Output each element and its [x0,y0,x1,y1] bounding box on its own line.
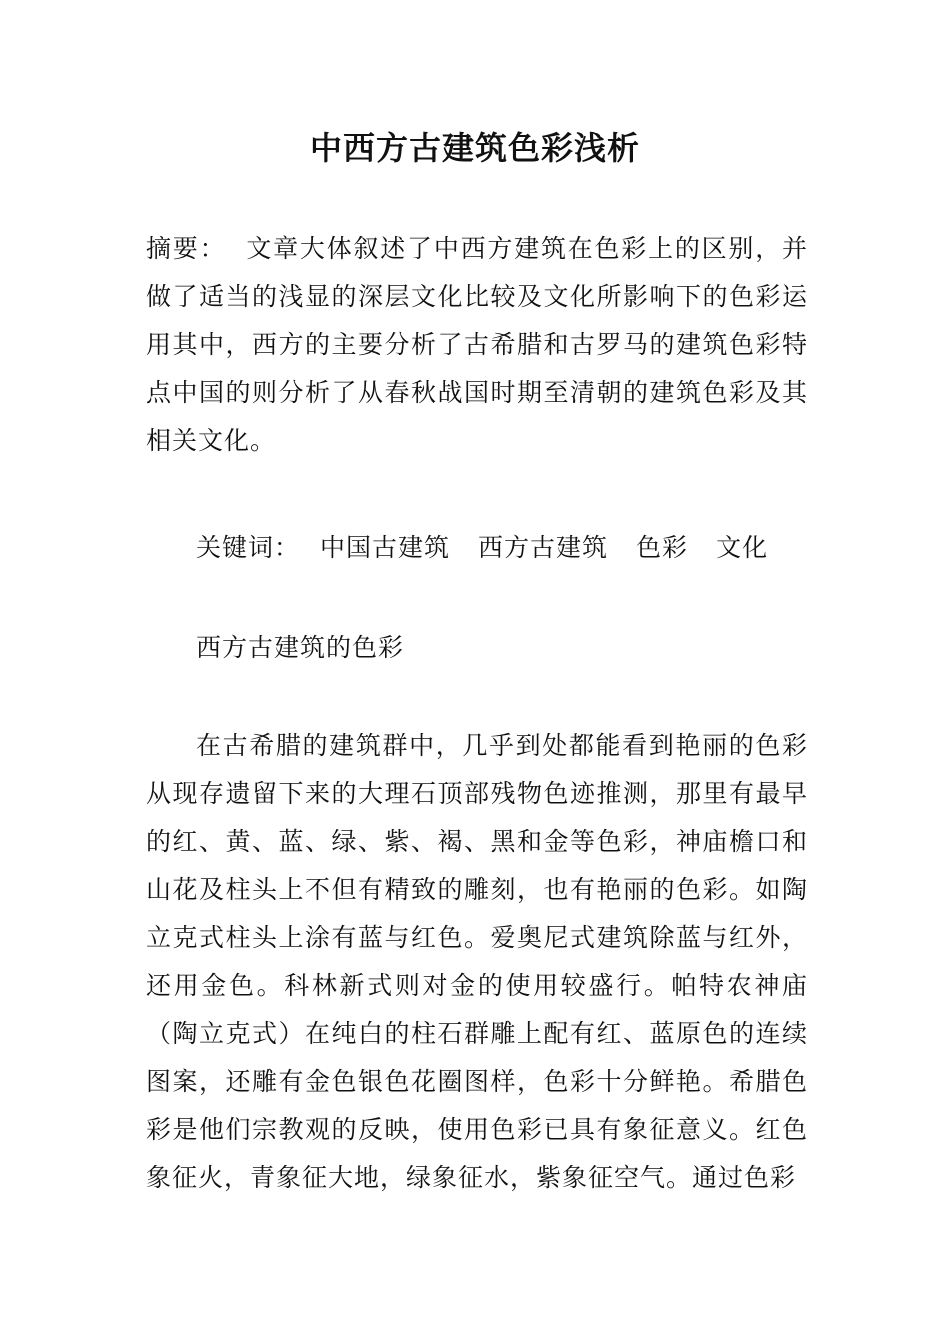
section-heading: 西方古建筑的色彩 [196,633,405,662]
keyword-item: 中国古建筑 [320,533,451,562]
keywords-line [196,524,816,572]
keyword-item: 文化 [716,533,769,562]
keywords-label: 关键词： [196,533,301,562]
keyword-item: 色彩 [636,533,689,562]
body-paragraph: 在古希腊的建筑群中，几乎到处都能看到艳丽的色彩从现存遗留下来的大理石顶部残物色迹推测，那里有最早的红、黄、蓝、绿、紫、褐、黑和金等色彩，神庙檐口和山花及柱头上不但有精致的雕刻，也有艳丽的色彩。如陶立克式柱头上涂有蓝与红色。爱奥尼式建筑除蓝与红外，还用金色。科林新式则对金的使用较盛行。帕特农神庙（陶立克式）在纯白的柱石群雕上配有红、蓝原色的连续图案，还雕有金色银色花圈图样，色彩十分鲜艳。希腊色彩是他们宗教观的反映，使用色彩已具有象征意义。红色象征火，青象征大地，绿象征水，紫象征空气。通过色彩 [146,731,808,1192]
abstract-text: 文章大体叙述了中西方建筑在色彩上的区别，并做了适当的浅显的深层文化比较及文化所影响下的色彩运用其中，西方的主要分析了古希腊和古罗马的建筑色彩特点中国的则分析了从春秋战国时期至清朝的建筑色彩及其相关文化。 [146,234,808,455]
abstract-label: 摘要： [146,234,227,263]
keyword-item: 西方古建筑 [478,533,609,562]
document-title: 中西方古建筑色彩浅析 [309,129,640,167]
abstract-paragraph [146,225,808,465]
